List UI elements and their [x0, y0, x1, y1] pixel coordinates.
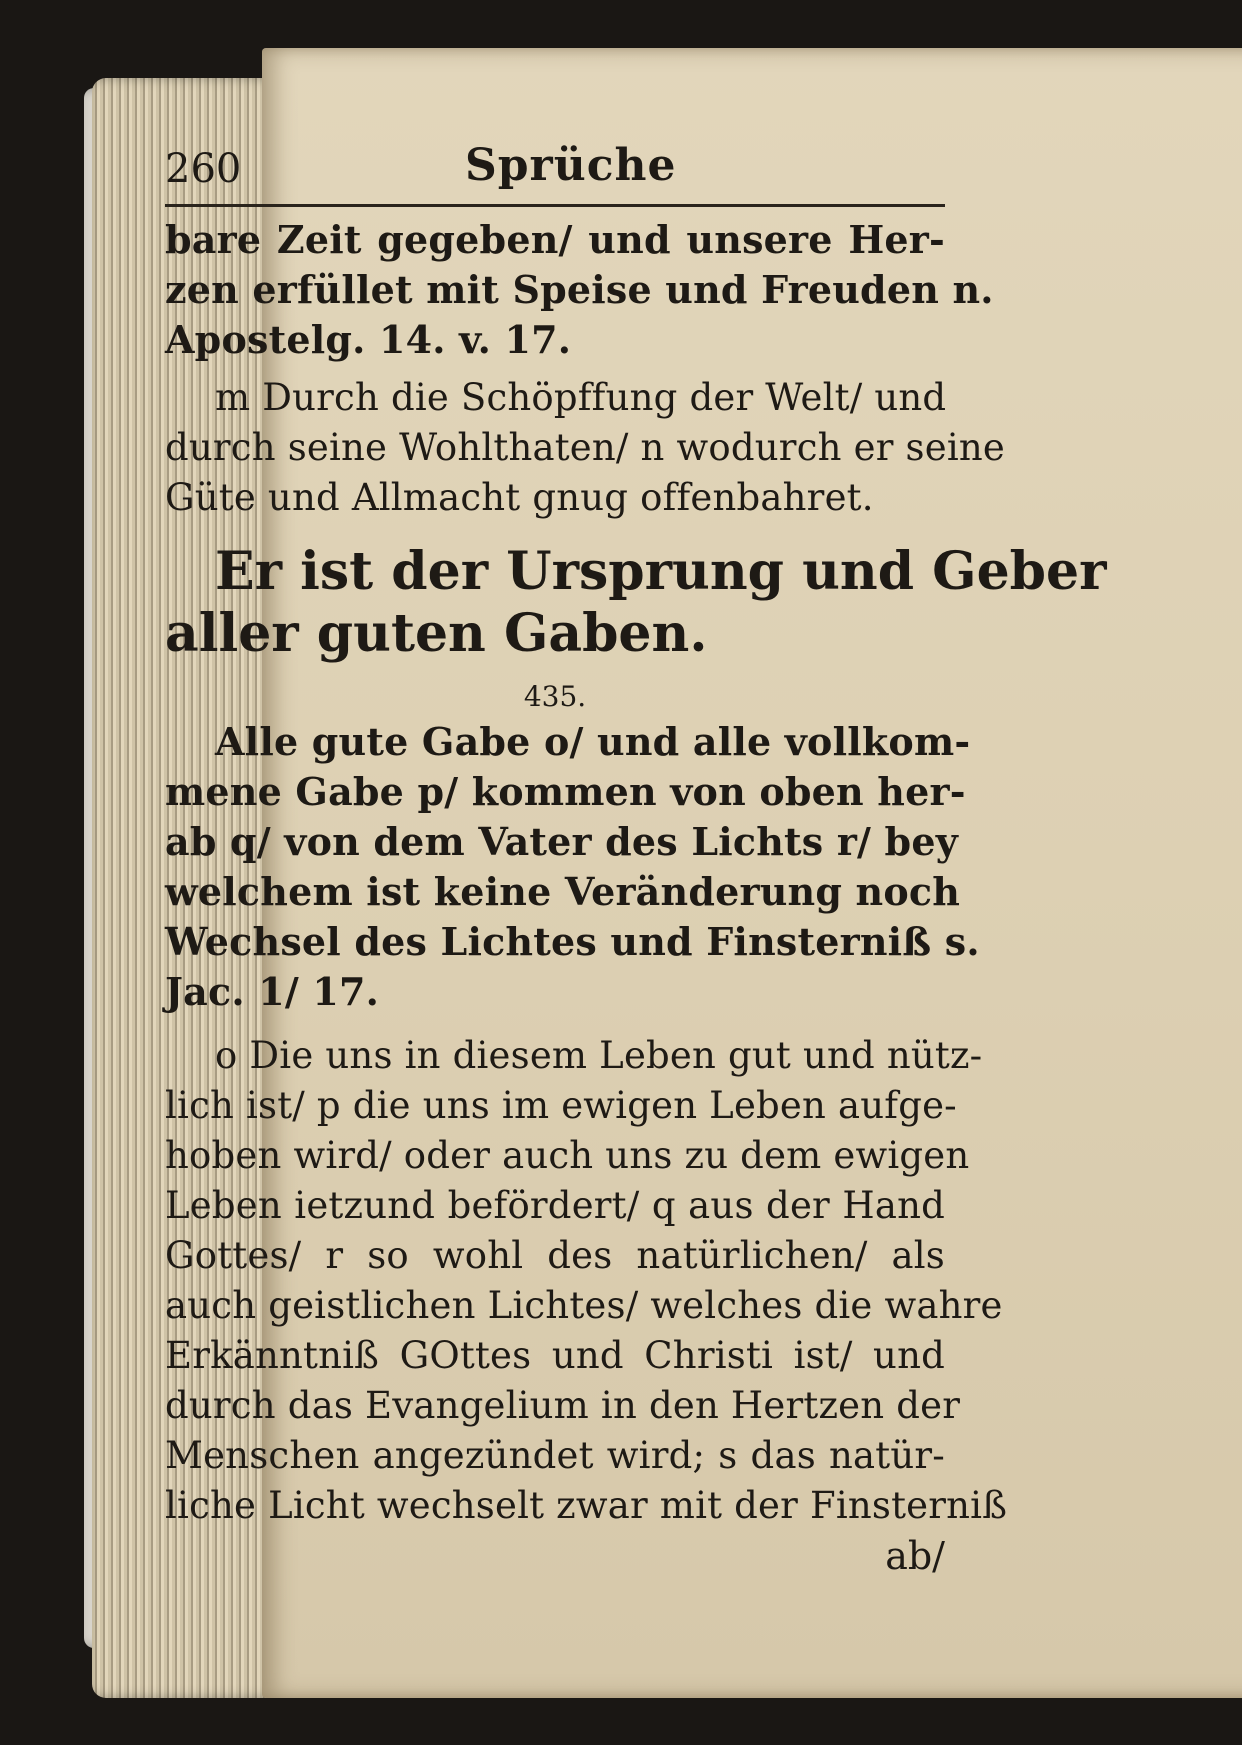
note-line: liche Licht wechselt zwar mit der Finsterniß — [165, 1484, 1008, 1527]
footnote-block-1 — [165, 373, 1005, 523]
text-line: bare Zeit gegeben/ und unsere Her- — [165, 217, 945, 262]
note-line: o Die uns in diesem Leben gut und nütz- — [215, 1034, 983, 1077]
footnote-block-2 — [165, 1031, 1008, 1531]
verse-line: welchem ist keine Veränderung noch — [165, 869, 961, 914]
note-line: durch das Evangelium in den Hertzen der — [165, 1384, 961, 1427]
note-line: lich ist/ p die uns im ewigen Leben aufge- — [165, 1084, 957, 1127]
page-text — [165, 140, 1107, 1581]
running-head: Sprüche — [465, 140, 677, 191]
text-line: Apostelg. 14. v. 17. — [165, 317, 572, 362]
verse-line: Jac. 1/ 17. — [165, 969, 380, 1014]
note-line: auch geistlichen Lichtes/ welches die wahre — [165, 1284, 1003, 1327]
verse-line: ab q/ von dem Vater des Lichts r/ bey — [165, 819, 958, 864]
page-header — [165, 140, 945, 207]
text-line: zen erfüllet mit Speise und Freuden n. — [165, 267, 994, 312]
note-line: Leben ietzund befördert/ q aus der Hand — [165, 1184, 945, 1227]
verse-block — [165, 717, 980, 1017]
note-line: Erkänntniß GOttes und Christi ist/ und — [165, 1334, 945, 1377]
top-passage — [165, 215, 994, 365]
verse-line: Alle gute Gabe o/ und alle vollkom- — [215, 719, 971, 764]
note-line: Menschen angezündet wird; s das natür- — [165, 1434, 945, 1477]
note-line: Güte und Allmacht gnug offenbahret. — [165, 476, 874, 519]
section-heading — [165, 541, 1107, 665]
verse-line: mene Gabe p/ kommen von oben her- — [165, 769, 966, 814]
verse-number: 435. — [523, 680, 587, 713]
note-line: durch seine Wohlthaten/ n wodurch er seine — [165, 426, 1005, 469]
page-number: 260 — [165, 146, 242, 192]
heading-line: Er ist der Ursprung und Geber — [215, 541, 1107, 602]
verse-line: Wechsel des Lichtes und Finsterniß s. — [165, 919, 980, 964]
note-line: Gottes/ r so wohl des natürlichen/ als — [165, 1234, 945, 1277]
heading-line: aller guten Gaben. — [165, 603, 708, 664]
catchword: ab/ — [885, 1534, 945, 1578]
note-line: m Durch die Schöpffung der Welt/ und — [215, 376, 947, 419]
note-line: hoben wird/ oder auch uns zu dem ewigen — [165, 1134, 970, 1177]
